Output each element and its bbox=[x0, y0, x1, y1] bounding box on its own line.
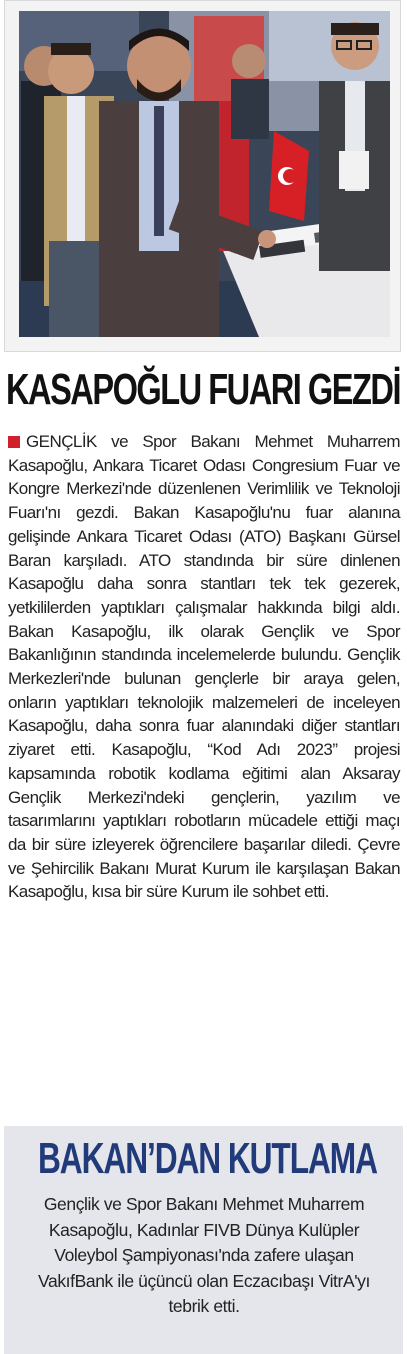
news-photo-frame bbox=[4, 0, 401, 352]
article-body-text: GENÇLİK ve Spor Bakanı Mehmet Muharrem Kasapoğlu, Ankara Ticaret Odası Congresium Fuar ve Kongre Merkezi'nde düzenlenen Verimlilik ve Teknoloji Fuarı'nı gezdi. Bakan Kasapoğlu'nu fuar alanına gelişinde Ankara Ticaret Odası (ATO) Başkanı Gürsel Baran karşıladı. ATO standında bir süre dinlenen Kasapoğlu daha sonra stantları tek tek gezerek, yetkililerden yaptıkları çalışmalar hakkında bilgi aldı. Bakan Kasapoğlu, ilk olarak Gençlik ve Spor Bakanlığının standında incelemelerde bulundu. Gençlik Merkezleri'nde bulunan gençlerle bir araya gelen, onların yaptıkları teknolojik malzemeleri de inceleyen Kasapoğlu, daha sonra fuar alanındaki diğer stantları ziyaret etti. Kasapoğlu, “Kod Adı 2023” projesi kapsamında robotik kodlama eğitimi alan Aksaray Gençlik Merkezi'ndeki gençlerin, yazılım ve tasarımlarını yaptıkları robotların mücadele ettiği maçı da bir süre izleyerek öğrencilere başarılar diledi. Çevre ve Şehircilik Bakanı Murat Kurum ile karşılaşan Bakan Kasapoğlu, kısa bir süre Kurum ile sohbet etti. bbox=[8, 432, 400, 902]
bullet-marker bbox=[8, 436, 20, 448]
news-photo bbox=[19, 11, 390, 337]
fair-visit-photo bbox=[19, 11, 390, 337]
article-headline: KASAPOĞLU FUARI GEZDİ bbox=[6, 365, 401, 414]
sidebar-box-text: Gençlik ve Spor Bakanı Mehmet Muharrem Kasapoğlu, Kadınlar FIVB Dünya Kulüpler Voleybol Şampiyonası'nda zafere ulaşan VakıfBank ile üçüncü olan Eczacıbaşı VitrA'yı tebrik etti. bbox=[38, 1194, 370, 1316]
article-body bbox=[8, 430, 400, 904]
sidebar-box-title: BAKAN’DAN KUTLAMA bbox=[38, 1134, 377, 1183]
sidebar-box bbox=[4, 1126, 403, 1354]
